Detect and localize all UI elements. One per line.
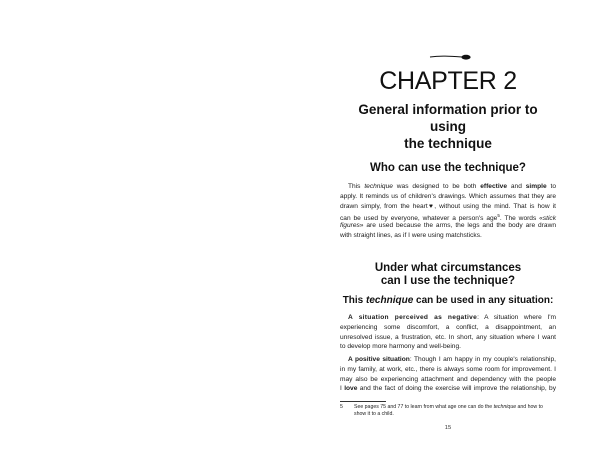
paragraph-line: I love and the fact of doing the exercise will improve the relationship, by: [340, 385, 556, 393]
paragraph-line: A positive situation: Though I am happy in my couple's relationship,: [348, 356, 556, 363]
paragraph-line: may also be experiencing attachment and dependency with the people: [340, 375, 556, 383]
chapter-subtitle-line-1: General information prior to using: [358, 102, 538, 134]
paragraph-line: can be used by everyone, whatever a person's age$^5$. The words «stick: [340, 213, 557, 223]
book-page: [340, 0, 556, 450]
section-heading-who: Who can use the technique?: [370, 162, 526, 174]
section-heading-line-2: can I use the technique?: [380, 275, 516, 287]
chapter-subtitle-line-2: the technique: [404, 136, 492, 151]
page-number: 15: [444, 425, 452, 431]
paragraph-line: in my family, at work, etc., there is always some room for improvement. I: [340, 365, 556, 373]
chapter-title: CHAPTER 2: [379, 67, 517, 95]
paragraph-line: unresolved issue, a frustration, etc. In short, any situation where I want: [340, 333, 556, 341]
paragraph-negative-situation: [340, 313, 556, 352]
footnote-divider: [340, 401, 386, 402]
paragraph-line: drawn simply, from the heart♥, without using the mind. That is how it: [340, 202, 556, 210]
chapter-subtitle: [340, 101, 556, 152]
footnote-ref: 5: [497, 213, 500, 219]
paragraph-who-can-use: [340, 182, 556, 241]
paragraph-line: to develop more harmony and well-being.: [340, 343, 461, 351]
heart-icon: ♥: [427, 202, 435, 210]
footnote-text: See pages 75 and 77 to learn from what age one can do the technique and how to show it to a child.: [354, 404, 543, 417]
paragraph-line: A situation perceived as negative: A situation where I'm: [348, 314, 556, 321]
paragraph-positive-situation: [340, 355, 556, 394]
paragraph-line: experiencing some discomfort, a conflict, a disappointment, an: [340, 323, 556, 331]
subheading-any-situation: This technique can be used in any situation:: [342, 295, 554, 306]
pen-ornament-icon: [428, 52, 474, 62]
section-heading-circumstances: [340, 262, 556, 288]
section-heading-line-1: Under what circumstances: [374, 262, 522, 274]
paragraph-line: figures» are used because the arms, the legs and the body are drawn: [340, 222, 556, 230]
paragraph-line: with straight lines, as if I were using matchsticks.: [340, 231, 482, 239]
footnote-number: 5: [340, 404, 343, 410]
paragraph-line: This technique was designed to be both effective and simple to: [348, 183, 556, 190]
paragraph-line: apply. It reminds us of children's drawings. Which assumes that they are: [340, 192, 556, 200]
